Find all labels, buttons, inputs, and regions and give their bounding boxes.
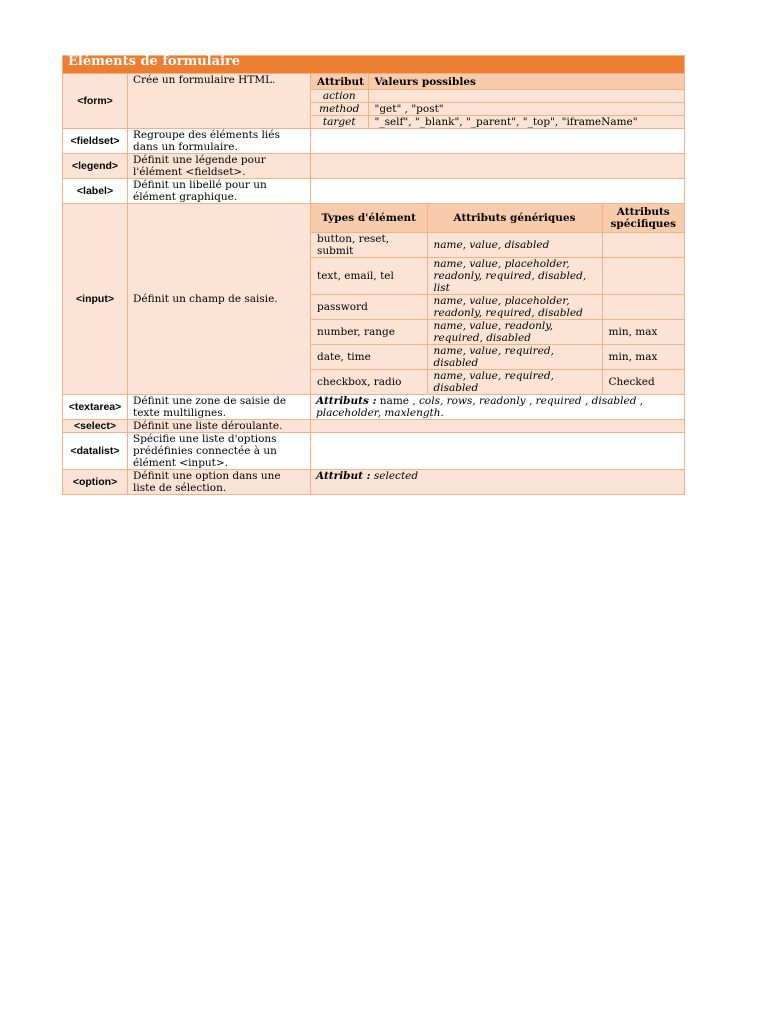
specific-cell: Checked — [602, 370, 684, 395]
type-cell: button, reset, submit — [311, 233, 427, 258]
tag-cell: <input> — [63, 204, 128, 395]
generic-cell: name, value, placeholder, readonly, required, disabled, list — [427, 258, 602, 295]
attr-values: "_self", "_blank", "_parent", "_top", "iframeName" — [368, 116, 684, 129]
types-header: Types d'élément — [311, 204, 427, 233]
attr-values: "get" , "post" — [368, 103, 684, 116]
tag-cell: <form> — [63, 74, 128, 129]
table-row-select — [63, 420, 685, 433]
description-cell: Crée un formulaire HTML. — [128, 74, 311, 129]
values-header: Valeurs possibles — [368, 74, 684, 90]
form-attributes-table — [311, 74, 684, 128]
description-cell: Définit un libellé pour un élément graphique. — [128, 179, 311, 204]
attr-header: Attribut — [311, 74, 368, 90]
generic-cell: name, value, required, disabled — [427, 345, 602, 370]
description-cell: Spécifie une liste d'options prédéfinies connectée à un élément <input>. — [128, 433, 311, 470]
description-cell: Regroupe des éléments liés dans un formulaire. — [128, 129, 311, 154]
table-row — [311, 233, 684, 258]
table-title: Eléments de formulaire — [63, 56, 685, 74]
note-plain: name , — [376, 395, 416, 407]
type-cell: checkbox, radio — [311, 370, 427, 395]
table-row-legend — [63, 154, 685, 179]
input-types-cell — [311, 204, 685, 395]
generic-cell: name, value, readonly, required, disabled — [427, 320, 602, 345]
form-elements-table-container — [62, 55, 684, 495]
table-row — [311, 258, 684, 295]
empty-cell — [311, 179, 685, 204]
table-row-input — [63, 204, 685, 395]
description-cell: Définit un champ de saisie. — [128, 204, 311, 395]
empty-cell — [311, 129, 685, 154]
table-row — [311, 345, 684, 370]
specific-cell: min, max — [602, 345, 684, 370]
description-cell: Définit une option dans une liste de sélection. — [128, 470, 311, 495]
table-title-row — [63, 56, 685, 74]
empty-cell — [311, 154, 685, 179]
table-row — [311, 320, 684, 345]
type-cell: password — [311, 295, 427, 320]
tag-cell: <datalist> — [63, 433, 128, 470]
type-cell: text, email, tel — [311, 258, 427, 295]
table-row — [311, 295, 684, 320]
tag-cell: <textarea> — [63, 395, 128, 420]
tag-cell: <select> — [63, 420, 128, 433]
description-cell: Définit une zone de saisie de texte multilignes. — [128, 395, 311, 420]
table-row-fieldset — [63, 129, 685, 154]
table-row-option — [63, 470, 685, 495]
table-row-label — [63, 179, 685, 204]
attr-name: target — [311, 116, 368, 129]
tag-cell: <legend> — [63, 154, 128, 179]
table-row — [311, 116, 684, 129]
table-row-form — [63, 74, 685, 129]
empty-cell — [311, 420, 685, 433]
table-row — [311, 103, 684, 116]
table-row-datalist — [63, 433, 685, 470]
form-elements-table — [62, 55, 685, 495]
note-italic: cols, rows, readonly , required , disabled , placeholder, maxlength. — [316, 395, 644, 419]
tag-cell: <fieldset> — [63, 129, 128, 154]
input-types-table — [311, 204, 684, 394]
attr-name: method — [311, 103, 368, 116]
generic-cell: name, value, required, disabled — [427, 370, 602, 395]
table-row — [311, 90, 684, 103]
specific-cell — [602, 295, 684, 320]
option-attributes-note — [311, 470, 685, 495]
table-row-textarea — [63, 395, 685, 420]
type-cell: date, time — [311, 345, 427, 370]
tag-cell: <label> — [63, 179, 128, 204]
note-italic: selected — [370, 470, 419, 482]
generic-header: Attributs génériques — [427, 204, 602, 233]
type-cell: number, range — [311, 320, 427, 345]
generic-cell: name, value, disabled — [427, 233, 602, 258]
textarea-attributes-note — [311, 395, 685, 420]
description-cell: Définit une légende pour l'élément <fieldset>. — [128, 154, 311, 179]
specific-cell — [602, 258, 684, 295]
tag-cell: <option> — [63, 470, 128, 495]
attr-name: action — [311, 90, 368, 103]
note-label: Attribut : — [316, 470, 371, 482]
specific-cell — [602, 233, 684, 258]
specific-header: Attributs spécifiques — [602, 204, 684, 233]
form-attributes-cell — [311, 74, 685, 129]
description-cell: Définit une liste déroulante. — [128, 420, 311, 433]
table-row — [311, 370, 684, 395]
generic-cell: name, value, placeholder, readonly, required, disabled — [427, 295, 602, 320]
note-label: Attributs : — [316, 395, 377, 407]
attr-values — [368, 90, 684, 103]
empty-cell — [311, 433, 685, 470]
specific-cell: min, max — [602, 320, 684, 345]
